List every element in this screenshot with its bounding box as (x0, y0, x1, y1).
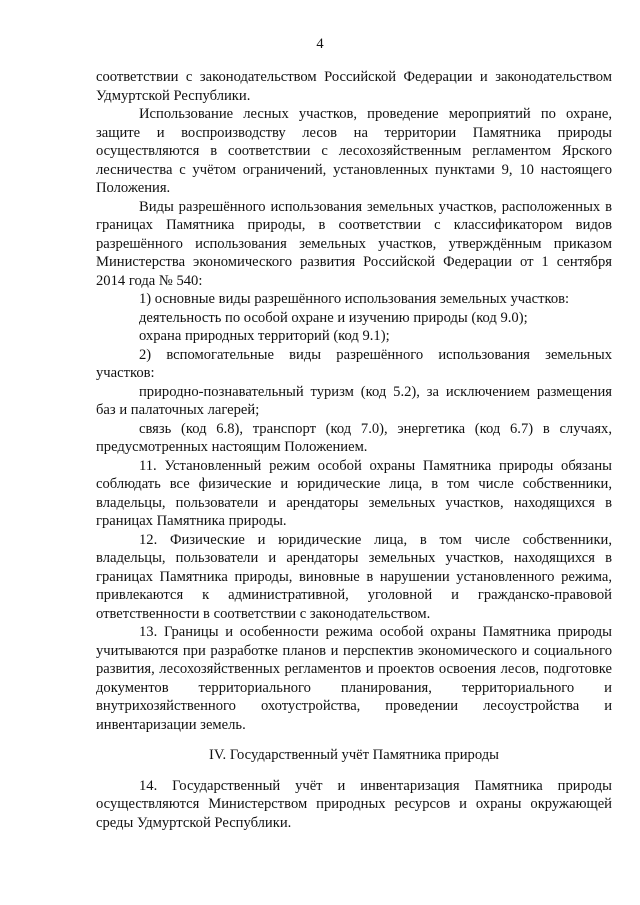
paragraph-land-use-types: Виды разрешённого использования земельных участков, расположенных в границах Памятника природы, в соответствии с классификатором видов разрешённого использования земельных участков, утверждённым приказом Министерства экономического развития Российской Федерации от 1 сентября 2014 года № 540: (96, 198, 612, 289)
paragraph-11: 11. Установленный режим особой охраны Памятника природы обязаны соблюдать все физические и юридические лица, в том числе собственники, владельцы, пользователи и арендаторы земельных участков, находящихся в границах Памятника природы. (96, 457, 612, 529)
section-heading: IV. Государственный учёт Памятника природы (209, 747, 499, 763)
paragraph-12: 12. Физические и юридические лица, в том числе собственники, владельцы, пользователи и арендаторы земельных участков, находящихся в границах Памятника природы, виновные в нарушении установленного режима, привлекаются к административной, уголовной и гражданско-правовой ответственности в соответствии с законодательством. (96, 531, 612, 622)
list-item-codes-6-8-7-0-6-7: связь (код 6.8), транспорт (код 7.0), энергетика (код 6.7) в случаях, предусмотренных настоящим Положением. (96, 420, 612, 455)
paragraph-13: 13. Границы и особенности режима особой охраны Памятника природы учитываются при разработке планов и перспектив экономического и социального развития, лесохозяйственных регламентов и проектов освоения лесов, подготовке документов территориального планирования, территориального и внутрихозяйственного охотустройства, проведении лесоустройства и инвентаризации земель. (96, 624, 612, 733)
page-number: 4 (316, 36, 324, 52)
list-item-code-9-1: охрана природных территорий (код 9.1); (139, 328, 390, 344)
paragraph-continuation: соответствии с законодательством Российской Федерации и законодательством Удмуртской Республики. (96, 69, 612, 104)
paragraph-forest-use: Использование лесных участков, проведение мероприятий по охране, защите и воспроизводству лесов на территории Памятника природы осуществляются в соответствии с лесохозяйственным регламентом Ярского лесничества с учётом ограничений, установленных пунктами 9, 10 настоящего Положения. (96, 106, 612, 196)
list-item-code-5-2: природно-познавательный туризм (код 5.2), за исключением размещения баз и палаточных лагерей; (96, 383, 612, 418)
list-item-main-types: 1) основные виды разрешённого использования земельных участков: (139, 291, 570, 307)
list-item-code-9-0: деятельность по особой охране и изучению природы (код 9.0); (139, 309, 528, 326)
list-item-auxiliary-types: 2) вспомогательные виды разрешённого использования земельных участков: (96, 346, 612, 381)
paragraph-14: 14. Государственный учёт и инвентаризация Памятника природы осуществляются Министерством природных ресурсов и охраны окружающей среды Удмуртской Республики. (96, 777, 612, 831)
document-body (96, 68, 612, 832)
